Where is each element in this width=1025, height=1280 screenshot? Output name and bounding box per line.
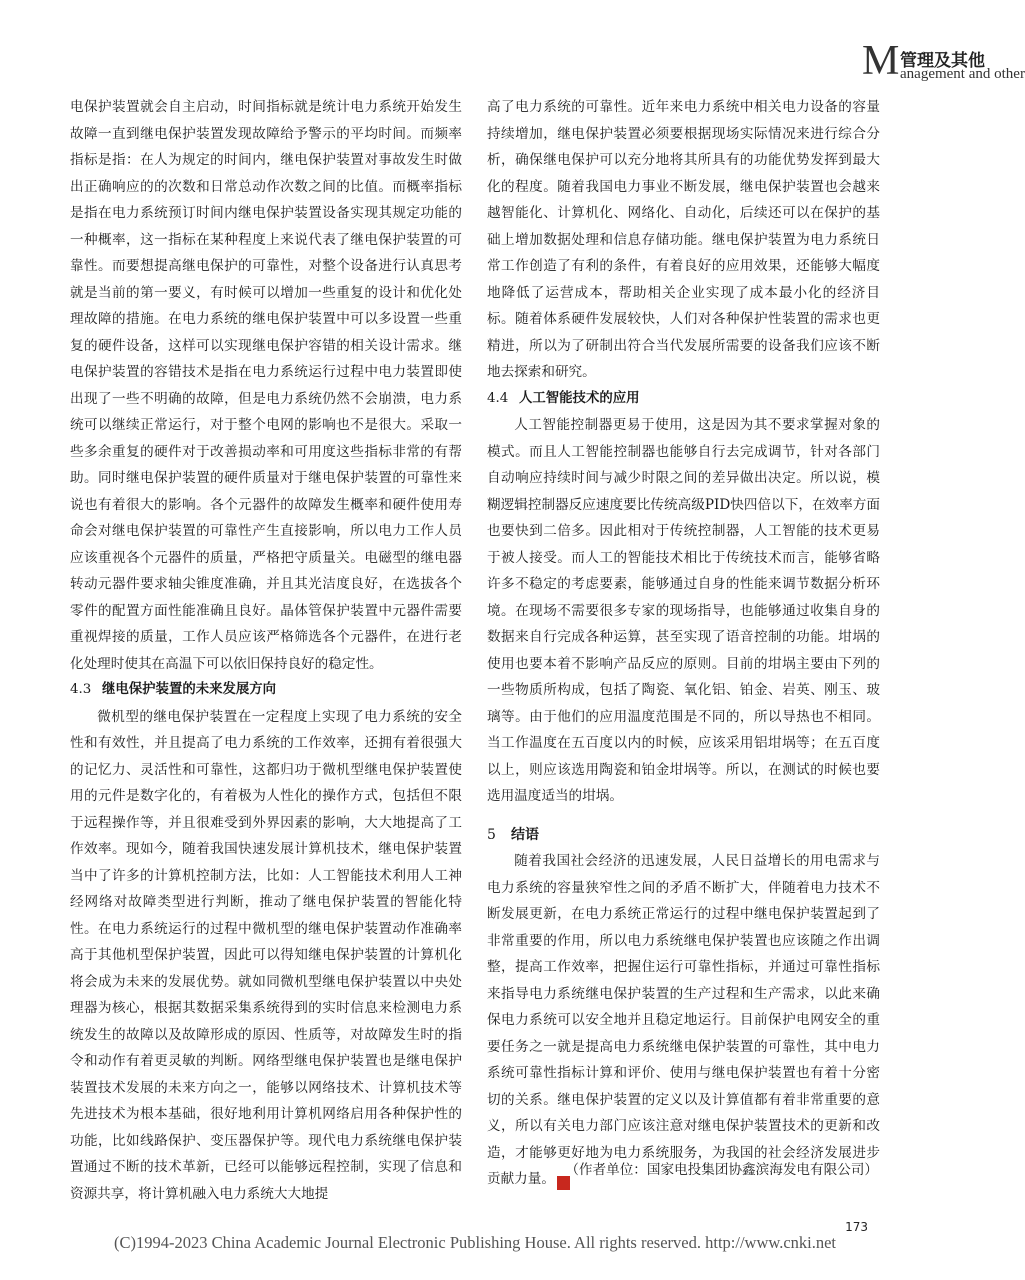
section-heading-4-4 (487, 386, 880, 413)
paragraph-future-direction: 微机型的继电保护装置在一定程度上实现了电力系统的安全性和有效性，并且提高了电力系统的工作效率，还拥有着很强大的记忆力、灵活性和可靠性，这都归功于微机型继电保护装置使用的元件是数字化的，有着极为人性化的操作方式，包括但不限于远程操作等，并且很难受到外界因素的影响，大大地提高了工作效率。现如今，随着我国快速发展计算机技术，继电保护装置当中了许多的计算机控制方法，比如：人工智能技术利用人工神经网络对故障类型进行判断，推动了继电保护装置的智能化特性。在电力系统运行的过程中微机型的继电保护装置动作准确率高于其他机型保护装置，因此可以得知继电保护装置的计算机化将会成为未来的发展优势。就如同微机型继电保护装置以中央处理器为核心，根据其数据采集系统得到的实时信息来检测电力系统发生的故障以及故障形成的原因、性质等，对故障发生时的指令和动作有着更灵敏的判断。网络型继电保护装置也是继电保护装置技术发展的未来方向之一，能够以网络技术、计算机技术等先进技术为根本基础，很好地利用计算机网络启用各种保护性的功能，比如线路保护、变压器保护等。现代电力系统继电保护装置通过不断的技术革新，已经可以能够远程控制，实现了信息和资源共享，将计算机融入电力系统大大地提 (70, 708, 462, 1202)
author-affiliation: （作者单位：国家电投集团协鑫滨海发电有限公司） (565, 1162, 878, 1178)
section-number: 4.3 (70, 682, 92, 697)
paragraph-ai-technology: 人工智能控制器更易于使用，这是因为其不要求掌握对象的模式。而且人工智能控制器也能够自行去完成调节，针对各部门自动响应持续时间与减少时限之间的差异做出决定。所以说，模糊逻辑控制器反应速度要比传统高级PID快四倍以下，在效率方面也要快到二倍多。因此相对于传统控制器，人工智能的技术更易于被人接受。而人工的智能技术相比于传统技术而言，能够省略许多不稳定的考虑要素，能够通过自身的性能来调节数据分析环境。在现场不需要很多专家的现场指导，也能够通过收集自身的数据来自行完成各种运算，甚至实现了语音控制的功能。坩埚的使用也要本着不影响产品反应的原则。目前的坩埚主要由下列的一些物质所构成，包括了陶瓷、氧化铝、铂金、岩英、刚玉、玻璃等。由于他们的应用温度范围是不同的，所以导热也不相同。当工作温度在五百度以内的时候，应该采用铝坩埚等；在五百度以上，则应该选用陶瓷和铂金坩埚等。所以，在测试的时候也要选用温度适当的坩埚。 (487, 417, 880, 804)
article-end-mark-icon: 通 (557, 1176, 570, 1190)
left-column (70, 94, 462, 1207)
section-number: 5 (487, 826, 496, 843)
paragraph-continuation: 高了电力系统的可靠性。近年来电力系统中相关电力设备的容量持续增加，继电保护装置必须要根据现场实际情况来进行综合分析，确保继电保护可以充分地将其所具有的功能优势发挥到最大化的程度。随着我国电力事业不断发展，继电保护装置也会越来越智能化、计算机化、网络化、自动化，后续还可以在保护的基础上增加数据处理和信息存储功能。继电保护装置为电力系统日常工作创造了有利的条件，有着良好的应用效果，还能够大幅度地降低了运营成本，帮助相关企业实现了成本最小化的经济目标。随着体系硬件发展较快，人们对各种保护性装置的需求也更精进，所以为了研制出符合当代发展所需要的设备我们应该不断地去探索和研究。 (487, 99, 880, 380)
section-heading-5 (487, 822, 880, 849)
header-title-cn: 管理及其他 (900, 51, 985, 71)
section-number: 4.4 (487, 390, 509, 406)
section-title: 继电保护装置的未来发展方向 (102, 682, 277, 697)
page-number: 173 (845, 1220, 868, 1234)
paragraph-conclusion (487, 848, 880, 1193)
right-column (487, 94, 880, 1193)
copyright-footer: (C)1994-2023 China Academic Journal Electronic Publishing House. All rights reserved. http://www.cnki.net (113, 1233, 837, 1252)
header-title-en: anagement and other (900, 66, 1025, 82)
section-title: 结语 (511, 826, 539, 843)
section-title: 人工智能技术的应用 (519, 390, 640, 406)
section-heading-4-3 (70, 677, 462, 704)
header-initial-letter: M (862, 38, 900, 84)
conclusion-text: 随着我国社会经济的迅速发展，人民日益增长的用电需求与电力系统的容量狭窄性之间的矛盾不断扩大，伴随着电力技术不断发展更新，在电力系统正常运行的过程中继电保护装置起到了非常重要的作用，所以电力系统继电保护装置也应该随之作出调整，提高工作效率，把握住运行可靠性指标，并通过可靠性指标来指导电力系统继电保护装置的生产过程和生产需求，以此来确保电力系统可以安全地并且稳定地运行。目前保护电网安全的重要任务之一就是提高电力系统继电保护装置的可靠性，其中电力系统可靠性指标计算和评价、使用与继电保护装置也有着十分密切的关系。继电保护装置的定义以及计算值都有着非常重要的意义，所以有关电力部门应该注意对继电保护装置技术的更新和改造，才能够更好地为电力系统服务，为我国的社会经济发展进步贡献力量。 (487, 853, 880, 1187)
paragraph-reliability-indicators: 电保护装置就会自主启动，时间指标就是统计电力系统开始发生故障一直到继电保护装置发现故障给予警示的平均时间。而频率指标是指：在人为规定的时间内，继电保护装置对事故发生时做出正确响应的的次数和日常总动作次数之间的比值。而概率指标是指在电力系统预订时间内继电保护装置设备实现其规定功能的一种概率，这一指标在某种程度上来说代表了继电保护装置的可靠性。而要想提高继电保护的可靠性，对整个设备进行认真思考就是当前的第一要义，有时候可以增加一些重复的设计和优化处理故障的措施。在电力系统的继电保护装置中可以多设置一些重复的硬件设备，这样可以实现继电保护容错的相关设计需求。继电保护装置的容错技术是指在电力系统运行过程中电力装置即使出现了一些不明确的故障，但是电力系统仍然不会崩溃，电力系统可以继续正常运行，对于整个电网的影响也不是很大。采取一些多余重复的硬件对于改善损动率和可用度这些指标非常的有帮助。同时继电保护装置的硬件质量对于继电保护装置的可靠性来说也有着很大的影响。各个元器件的故障发生概率和硬件使用寿命会对继电保护装置的可靠性产生直接影响，所以电力工作人员应该重视各个元器件的质量，严格把守质量关。电磁型的继电器转动元器件要求轴尖锥度准确，并且其光洁度良好，在选拔各个零件的配置方面性能准确且良好。晶体管保护装置中元器件需要重视焊接的质量，工作人员应该严格筛选各个元器件，在进行老化处理时使其在高温下可以依旧保持良好的稳定性。 (70, 99, 462, 672)
